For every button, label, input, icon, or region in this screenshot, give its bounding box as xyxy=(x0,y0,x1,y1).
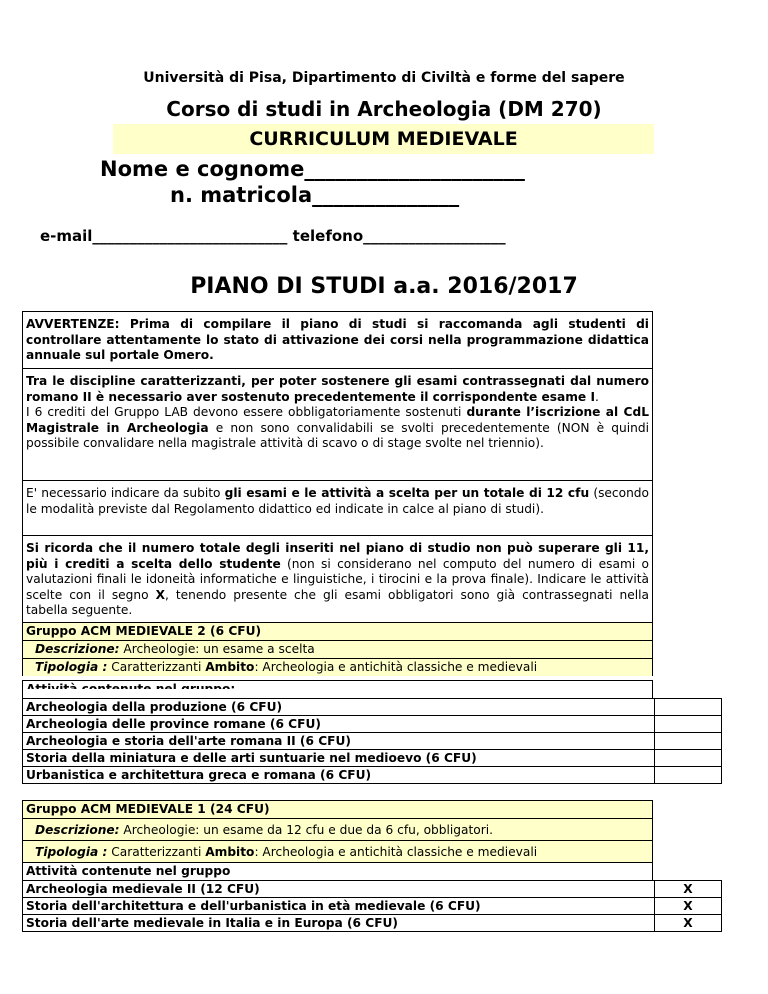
curriculum-banner: CURRICULUM MEDIEVALE xyxy=(113,124,654,154)
note-lab-a: I 6 crediti del Gruppo LAB devono essere obbligatoriamente sostenuti xyxy=(26,405,467,419)
selection-cell[interactable]: X xyxy=(683,916,693,930)
note-choices-b: gli esami e le attività a scelta per un totale di 12 cfu xyxy=(224,486,590,500)
table-row[interactable] xyxy=(22,880,722,897)
contact-field[interactable]: e-mail__________________________ telefono___________________ xyxy=(40,227,506,245)
group1-desc-val: Archeologie: un esame da 12 cfu e due da 6 cfu, obbligatori. xyxy=(119,823,494,837)
note-prerequisites xyxy=(22,368,653,480)
selection-cell[interactable] xyxy=(655,699,721,715)
selection-cell[interactable]: X xyxy=(683,899,693,913)
table-row[interactable] xyxy=(22,749,722,766)
note-count-b: (non si considerano nel computo del numero di esami o valutazioni finali le idoneità informatiche e linguistiche, i tirocini e la prova finale). Indicare le attività scelte con il segno xyxy=(26,556,649,602)
note-choices xyxy=(22,480,653,535)
plan-title: PIANO DI STUDI a.a. 2016/2017 xyxy=(190,274,578,299)
group1-tip-val1: Caratterizzanti xyxy=(107,845,206,859)
group2-title: Gruppo ACM MEDIEVALE 2 (6 CFU) xyxy=(22,622,653,640)
note-prereq-bold: Tra le discipline caratterizzanti, per poter sostenere gli esami contrassegnati dal numero romano II è necessario aver sostenuto precedentemente il corrispondente esame I xyxy=(26,374,649,404)
course-name: Storia dell'arte medievale in Italia e in Europa (6 CFU) xyxy=(23,915,655,931)
matricola-field[interactable]: n. matricola______________ xyxy=(170,183,460,207)
note-choices-c: (secondo le modalità previste dal Regolamento didattico ed indicate in calce al piano di studi). xyxy=(26,486,649,516)
table-row[interactable] xyxy=(22,914,722,931)
table-row[interactable] xyxy=(22,732,722,749)
note-exam-count xyxy=(22,535,653,622)
name-field[interactable]: Nome e cognome_____________________ xyxy=(100,157,525,181)
group1-desc-key: Descrizione: xyxy=(35,823,120,837)
group2-desc-val: Archeologie: un esame a scelta xyxy=(119,642,315,656)
note-count-d: , tenendo presente che gli esami obbligatori sono già contrassegnati nella tabella seguente. xyxy=(26,587,649,617)
course-title: Corso di studi in Archeologia (DM 270) xyxy=(166,97,602,121)
selection-cell[interactable] xyxy=(655,750,721,766)
group1-subtitle: Attività contenute nel gruppo xyxy=(22,862,653,880)
group2-tip-val1: Caratterizzanti xyxy=(107,660,206,674)
selection-cell[interactable] xyxy=(655,767,721,783)
table-row[interactable] xyxy=(22,897,722,914)
group1-typology xyxy=(22,840,653,862)
note-warning xyxy=(22,311,653,368)
note-choices-a: E' necessario indicare da subito xyxy=(26,486,225,500)
selection-cell[interactable]: X xyxy=(683,882,693,896)
group2-typology xyxy=(22,658,653,676)
course-name: Storia dell'architettura e dell'urbanistica in età medievale (6 CFU) xyxy=(23,898,655,914)
group2-description xyxy=(22,640,653,658)
group1-title: Gruppo ACM MEDIEVALE 1 (24 CFU) xyxy=(22,800,653,818)
table-row[interactable] xyxy=(22,766,722,783)
course-name: Archeologia della produzione (6 CFU) xyxy=(23,699,655,715)
course-name: Urbanistica e architettura greca e romana (6 CFU) xyxy=(23,767,655,783)
course-name: Archeologia medievale II (12 CFU) xyxy=(23,881,655,897)
note-lab-c: e non sono convalidabili se svolti precedentemente (NON è quindi possibile convalidare nella magistrale attività di scavo o di stage svolte nel triennio). xyxy=(26,420,649,450)
table-bottom-border xyxy=(22,783,722,784)
selection-cell[interactable] xyxy=(655,733,721,749)
group1-tip-key: Tipologia : xyxy=(35,845,108,859)
course-name: Storia della miniatura e delle arti suntuarie nel medioevo (6 CFU) xyxy=(23,750,655,766)
note-lab-b: durante l’iscrizione al CdL Magistrale in Archeologia xyxy=(26,405,649,435)
group1-tip-amb: Ambito xyxy=(205,845,255,859)
table-row[interactable] xyxy=(22,698,722,715)
note-prereq-dot: . xyxy=(594,389,599,404)
group2-subtitle-pad xyxy=(22,689,653,698)
note-count-a: Si ricorda che il numero totale degli inseriti nel piano di studio non può superare gli 11, più i crediti a scelta dello studente xyxy=(26,541,649,571)
note-count-x: X xyxy=(155,587,165,602)
group2-tip-key: Tipologia : xyxy=(35,660,108,674)
note-warning-text: AVVERTENZE: Prima di compilare il piano di studi si raccomanda agli studenti di controllare attentamente lo stato di attivazione dei corsi nella programmazione didattica annuale sul portale Omero. xyxy=(26,317,649,362)
table-row[interactable] xyxy=(22,715,722,732)
group2-tip-amb: Ambito xyxy=(205,660,255,674)
course-name: Archeologia delle province romane (6 CFU) xyxy=(23,716,655,732)
group1-tip-val2: : Archeologia e antichità classiche e medievali xyxy=(254,845,538,859)
university-header: Università di Pisa, Dipartimento di Civiltà e forme del sapere xyxy=(143,70,625,86)
group2-tip-val2: : Archeologia e antichità classiche e medievali xyxy=(254,660,538,674)
table-bottom-border xyxy=(22,931,722,932)
group2-desc-key: Descrizione: xyxy=(35,642,120,656)
course-name: Archeologia e storia dell'arte romana II (6 CFU) xyxy=(23,733,655,749)
selection-cell[interactable] xyxy=(655,716,721,732)
group1-description xyxy=(22,818,653,840)
